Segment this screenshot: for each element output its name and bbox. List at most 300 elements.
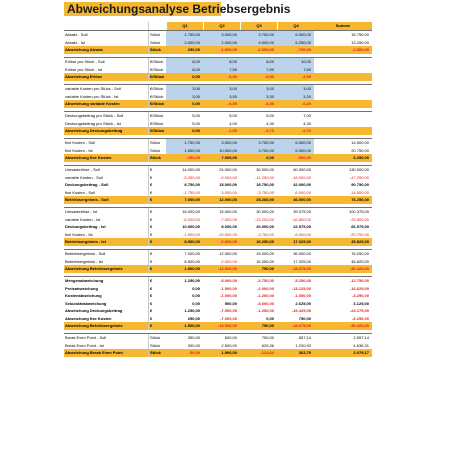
table-row	[64, 265, 372, 273]
cell-unit[interactable]: €/Stück	[148, 58, 166, 66]
cell-sum[interactable]	[314, 66, 372, 74]
cell-q2[interactable]: -10.000,00	[217, 231, 237, 237]
cell-q1[interactable]: 7.000,00	[166, 196, 203, 204]
cell-q2[interactable]: 500,00	[224, 300, 237, 306]
cell-q3[interactable]: -3.750,00	[257, 231, 274, 237]
cell-q1[interactable]: 0,00	[192, 300, 200, 306]
cell-q1[interactable]: -1.750,00	[183, 189, 200, 195]
table-row	[64, 276, 372, 285]
cell-q4[interactable]: 857,14	[298, 335, 311, 340]
cell-q3[interactable]: -13.200,00	[254, 216, 274, 222]
cell-q2[interactable]: 5,00	[229, 113, 237, 118]
cell-label[interactable]: Abweichung fixe Kosten	[65, 315, 112, 321]
cell-label[interactable]: Abweichung Erlöse	[65, 74, 103, 79]
cell-label[interactable]: Betriebsergebnis - Soll	[65, 251, 106, 256]
cell-sum[interactable]	[314, 85, 372, 93]
cell-q1[interactable]: 1.500,00	[166, 265, 203, 273]
cell-q1[interactable]: 0,00	[166, 73, 203, 81]
cell-label[interactable]: variable Kosten - Soll	[65, 174, 103, 180]
cell-q4[interactable]: 17.325,00	[293, 258, 311, 264]
cell-q2[interactable]: 12.000,00	[203, 196, 240, 204]
cell-label[interactable]: fixe Kosten - Soll	[65, 189, 96, 195]
cell-sum[interactable]	[314, 127, 372, 135]
cell-unit[interactable]: €	[148, 231, 166, 239]
cell-label[interactable]: Betriebsergebnis - Ist	[65, 258, 103, 264]
cell-q2[interactable]: 3,00	[203, 85, 240, 93]
cell-q3[interactable]: 5,00	[266, 113, 274, 118]
cell-q3[interactable]: 20.000,00	[256, 224, 274, 229]
cell-q4[interactable]: 22.575,00	[293, 224, 311, 229]
cell-q4[interactable]: 5.250,00	[277, 39, 314, 47]
header-q2[interactable]: Q2	[203, 22, 240, 30]
cell-q2[interactable]: 3.000,00	[203, 139, 240, 147]
cell-q1[interactable]: 5,00	[192, 120, 200, 126]
cell-unit[interactable]: €/Stück	[148, 85, 166, 93]
cell-q4[interactable]: -750,00	[277, 46, 314, 54]
cell-q3[interactable]: 15.000,00	[256, 251, 274, 256]
header-q1[interactable]: Q1	[166, 22, 203, 30]
cell-sum[interactable]: 45.825,00	[351, 239, 369, 244]
cell-sum[interactable]: -33.800,00	[349, 216, 369, 222]
cell-q2[interactable]: 2.000,00	[203, 39, 240, 47]
cell-q1[interactable]: 250,00	[187, 315, 200, 321]
table-row	[64, 30, 372, 39]
cell-unit[interactable]: €	[148, 292, 166, 300]
table-row	[64, 100, 372, 108]
table-row	[64, 231, 372, 239]
cell-q3[interactable]: 3.750,00	[240, 139, 277, 147]
cell-unit[interactable]: Stück	[148, 342, 166, 350]
table-row	[64, 111, 372, 120]
table-row	[64, 216, 372, 224]
cell-q4[interactable]: 2.625,00	[295, 300, 311, 306]
table-row	[64, 120, 372, 128]
cell-q3[interactable]: -0,50	[240, 73, 277, 81]
cell-sum[interactable]: -24.175,00	[349, 308, 369, 313]
table-row	[64, 315, 372, 323]
cell-unit[interactable]: Stück	[148, 147, 166, 155]
cell-label[interactable]: Abweichung Betriebsergebnis	[65, 323, 123, 328]
cell-q3[interactable]: -5.000,00	[257, 300, 274, 306]
cell-unit[interactable]: Stück	[148, 139, 166, 147]
cell-q2[interactable]: -7.000,00	[220, 315, 237, 321]
cell-sum[interactable]: 76.250,00	[351, 251, 369, 256]
cell-sum[interactable]: 2.079,17	[353, 350, 369, 355]
cell-q4[interactable]: -18.675,00	[277, 265, 314, 273]
cell-q3[interactable]: 3.750,00	[240, 31, 277, 39]
cell-unit[interactable]: €	[148, 238, 166, 246]
cell-label[interactable]: Abweichung Break Even Point	[65, 350, 123, 355]
table-row	[64, 138, 372, 147]
cell-q3[interactable]: 30.000,00	[256, 209, 274, 214]
cell-unit[interactable]: €/Stück	[148, 120, 166, 128]
cell-q1[interactable]: 8,00	[166, 58, 203, 66]
cell-q3[interactable]: 0,00	[266, 315, 274, 321]
cell-unit[interactable]: Stück	[148, 39, 166, 47]
cell-unit[interactable]: €	[148, 258, 166, 266]
cell-q3[interactable]: 750,00	[240, 322, 277, 330]
cell-unit[interactable]: €/Stück	[148, 66, 166, 74]
cell-sum[interactable]: 13.250,00	[351, 39, 369, 45]
cell-unit[interactable]: €/Stück	[148, 93, 166, 101]
cell-label[interactable]: variable Kosten pro Stück - Ist	[65, 93, 119, 99]
cell-q1[interactable]: 10.000,00	[182, 224, 200, 229]
cell-unit[interactable]: €	[148, 166, 166, 174]
cell-label[interactable]: Preisabweichung	[65, 285, 98, 291]
cell-q1[interactable]: 250,00	[166, 46, 203, 54]
cell-q3[interactable]: 30.000,00	[256, 167, 274, 172]
cell-q2[interactable]: -2.000,00	[203, 238, 240, 246]
cell-unit[interactable]: Stück	[148, 334, 166, 342]
cell-sum[interactable]: -14.500,00	[349, 189, 369, 195]
cell-q2[interactable]: 24.000,00	[219, 167, 237, 172]
cell-sum[interactable]: 2.557,14	[353, 335, 369, 340]
cell-sum[interactable]: -12.750,00	[349, 278, 369, 283]
cell-q3[interactable]: -0,30	[240, 100, 277, 108]
cell-label[interactable]: Abweichung variable Kosten	[65, 101, 120, 106]
cell-q2[interactable]: 8.000,00	[221, 224, 237, 229]
cell-q4[interactable]: -6.000,00	[294, 231, 311, 237]
cell-q2[interactable]: 10.000,00	[203, 147, 240, 155]
cell-q1[interactable]: -6.000,00	[183, 216, 200, 222]
cell-label[interactable]: Kostenabweichung	[65, 293, 102, 298]
cell-label[interactable]: Mengenabweichung	[65, 278, 104, 283]
cell-q2[interactable]: -1.000,00	[220, 293, 237, 298]
cell-label[interactable]: Abweichung Deckungsbeitrag	[65, 308, 123, 313]
cell-q4[interactable]: 7,50	[277, 66, 314, 74]
cell-q4[interactable]: -500,00	[277, 154, 314, 162]
cell-unit[interactable]: €/Stück	[150, 101, 165, 106]
cell-q4[interactable]: 7,00	[303, 113, 311, 118]
cell-label[interactable]: Absatz - Soll	[65, 32, 88, 37]
cell-label[interactable]: Deckungsbeitrag - Ist	[65, 224, 106, 229]
cell-unit[interactable]: €	[148, 265, 166, 273]
cell-q2[interactable]: 7,50	[203, 66, 240, 74]
cell-unit[interactable]: €	[148, 285, 166, 293]
cell-label[interactable]: variable Kosten pro Stück - Soll	[65, 86, 121, 91]
cell-q3[interactable]: -2.000,00	[240, 46, 277, 54]
cell-q1[interactable]: 8,00	[166, 66, 203, 74]
cell-q2[interactable]: 15.000,00	[219, 209, 237, 214]
cell-unit[interactable]: €	[148, 196, 166, 204]
cell-label[interactable]: Break Even Point - Soll	[65, 335, 107, 340]
table-row	[64, 189, 372, 197]
cell-q2[interactable]: 3,50	[203, 93, 240, 101]
cell-label[interactable]: Sekundärabweichung	[65, 300, 107, 306]
cell-sum[interactable]: -6.250,00	[352, 315, 369, 321]
cell-unit[interactable]: €	[148, 277, 166, 285]
cell-q1[interactable]: 1.250,00	[184, 308, 200, 313]
cell-q4[interactable]: 60.000,00	[293, 167, 311, 172]
table-row	[64, 249, 372, 258]
cell-q4[interactable]: -13.125,00	[291, 285, 311, 291]
cell-q3[interactable]: 16.250,00	[256, 258, 274, 264]
cell-q1[interactable]: 0,00	[192, 293, 200, 298]
cell-q4[interactable]: 39.375,00	[293, 209, 311, 214]
table-row	[64, 165, 372, 174]
cell-q3[interactable]: 3,30	[240, 93, 277, 101]
cell-q4[interactable]: 363,79	[277, 349, 314, 357]
cell-sum[interactable]: 6.250,00	[353, 155, 369, 160]
cell-sum[interactable]	[314, 100, 372, 108]
cell-q3[interactable]: -1.250,00	[257, 308, 274, 313]
cell-q1[interactable]: 3,00	[166, 85, 203, 93]
cell-q1[interactable]: 7.000,00	[184, 251, 200, 256]
cell-label[interactable]: Erlöse pro Stück - Soll	[65, 59, 105, 64]
cell-q2[interactable]: 1.900,00	[203, 349, 240, 357]
cell-sum[interactable]	[314, 93, 372, 101]
cell-q4[interactable]: 6.000,00	[277, 31, 314, 39]
cell-q2[interactable]: 600,00	[224, 335, 237, 340]
cell-q2[interactable]: 8,00	[203, 58, 240, 66]
cell-unit[interactable]: €	[148, 208, 166, 216]
cell-sum[interactable]	[314, 58, 372, 66]
cell-label[interactable]: Erlöse pro Stück - Ist	[65, 66, 103, 72]
cell-q1[interactable]: 8.750,00	[184, 182, 200, 187]
cell-sum[interactable]: -30.425,00	[349, 323, 369, 328]
table-row	[64, 207, 372, 216]
cell-unit[interactable]: €	[148, 216, 166, 224]
cell-q1[interactable]: -5.250,00	[183, 174, 200, 180]
cell-q1[interactable]: 0,00	[192, 285, 200, 291]
cell-sum[interactable]: -2.500,00	[352, 47, 369, 52]
cell-sum[interactable]: -47.250,00	[349, 174, 369, 180]
cell-q2[interactable]: -0,50	[203, 100, 240, 108]
cell-q1[interactable]: -1.500,00	[183, 231, 200, 237]
cell-sum[interactable]: 90.750,00	[351, 182, 369, 187]
cell-sum[interactable]: 4.636,31	[353, 342, 369, 348]
cell-q2[interactable]: -2.000,00	[220, 258, 237, 264]
cell-unit[interactable]: €	[148, 250, 166, 258]
table-header-row	[64, 22, 372, 30]
cell-q4[interactable]: 36.000,00	[293, 251, 311, 256]
cell-q4[interactable]: -18.675,00	[277, 322, 314, 330]
cell-q1[interactable]: 8.500,00	[184, 258, 200, 264]
table-row	[64, 84, 372, 93]
cell-q2[interactable]: 7.000,00	[203, 154, 240, 162]
cell-q4[interactable]: -2,70	[277, 127, 314, 135]
cell-q3[interactable]: -124,64	[240, 349, 277, 357]
cell-unit[interactable]: €	[148, 307, 166, 315]
cell-q3[interactable]: -1.200,00	[257, 293, 274, 298]
cell-q1[interactable]: -50,00	[166, 349, 203, 357]
cell-sum[interactable]	[314, 73, 372, 81]
cell-q3[interactable]: 4,30	[266, 120, 274, 126]
cell-unit[interactable]: €	[148, 322, 166, 330]
cell-label[interactable]: fixe Kosten - Soll	[65, 140, 96, 145]
cell-q4[interactable]: -18.000,00	[291, 174, 311, 180]
cell-q2[interactable]: 15.000,00	[219, 182, 237, 187]
cell-q3[interactable]: -3.750,00	[257, 278, 274, 283]
table-row	[64, 154, 372, 162]
table-row	[64, 39, 372, 47]
cell-sum[interactable]: -20.750,00	[349, 231, 369, 237]
cell-q4[interactable]: 17.325,00	[277, 238, 314, 246]
cell-q4[interactable]: 3,00	[277, 85, 314, 93]
table-row	[64, 292, 372, 300]
cell-label[interactable]: Umsatzerlöse - Soll	[65, 167, 100, 172]
cell-q4[interactable]: 4,30	[303, 120, 311, 126]
cell-q3[interactable]: 25.260,00	[240, 196, 277, 204]
cell-q1[interactable]: 350,00	[187, 335, 200, 340]
cell-q2[interactable]: -0,50	[203, 73, 240, 81]
cell-label[interactable]: Abweichung Absatz	[65, 47, 103, 52]
cell-sum[interactable]: 14.500,00	[351, 140, 369, 145]
cell-q3[interactable]: -11.250,00	[255, 174, 274, 180]
cell-label[interactable]: Abweichung Betriebsergebnis	[65, 266, 123, 271]
cell-q3[interactable]: -2.000,00	[257, 285, 274, 291]
cell-label[interactable]: Deckungsbeitrag pro Stück - Ist	[65, 120, 121, 126]
cell-sum[interactable]: 76.250,00	[351, 197, 369, 202]
cell-q1[interactable]: 16.000,00	[182, 209, 200, 214]
spreadsheet-table	[64, 22, 372, 357]
cell-q1[interactable]: 5,00	[192, 113, 200, 118]
cell-q1[interactable]: 8.500,00	[166, 238, 203, 246]
cell-q1[interactable]: 1.750,00	[166, 139, 203, 147]
cell-sum[interactable]: 45.825,00	[351, 258, 369, 264]
cell-q1[interactable]: 3,00	[166, 93, 203, 101]
table-row	[64, 307, 372, 315]
cell-label[interactable]: Deckungsbeitrag - Soll	[65, 182, 109, 187]
cell-q1[interactable]: 1.500,00	[166, 322, 203, 330]
cell-label[interactable]: Betriebsergebnis - Soll	[65, 197, 109, 202]
cell-q4[interactable]: -16.800,00	[291, 216, 311, 222]
cell-q3[interactable]: 18.750,00	[256, 182, 274, 187]
cell-sum[interactable]: -3.250,00	[352, 293, 369, 298]
cell-q4[interactable]: -2,50	[277, 73, 314, 81]
cell-sum[interactable]: 100.375,00	[348, 209, 369, 214]
cell-q4[interactable]: 1.220,93	[295, 342, 311, 348]
cell-q3[interactable]: 750,00	[261, 335, 274, 340]
cell-unit[interactable]: €	[148, 223, 166, 231]
table-row	[64, 349, 372, 357]
cell-q2[interactable]: -14.000,00	[203, 265, 240, 273]
cell-label[interactable]: Betriebsergebnis - Ist	[65, 239, 106, 244]
cell-q3[interactable]: 3,00	[240, 85, 277, 93]
header-q4[interactable]: Q4	[277, 22, 314, 30]
cell-q2[interactable]: -5.000,00	[220, 278, 237, 283]
cell-label[interactable]: fixe Kosten - Ist	[65, 231, 93, 237]
cell-label[interactable]: Abweichung fixe Kosten	[65, 155, 112, 160]
cell-q2[interactable]: 3.000,00	[203, 31, 240, 39]
cell-q3[interactable]: 625,36	[261, 342, 274, 348]
cell-unit[interactable]: Stück	[148, 31, 166, 39]
cell-label[interactable]: Umsatzerlöse - Ist	[65, 209, 98, 214]
cell-q2[interactable]: -9.000,00	[220, 174, 237, 180]
cell-q3[interactable]: 0,00	[240, 154, 277, 162]
cell-label[interactable]: Break Even Point - Ist	[65, 342, 104, 348]
header-sum[interactable]: Summe	[314, 22, 372, 30]
cell-unit[interactable]: €	[148, 174, 166, 182]
cell-sum[interactable]: -30.425,00	[349, 266, 369, 271]
cell-q1[interactable]: 2.000,00	[166, 39, 203, 47]
cell-q2[interactable]: -1.500,00	[220, 285, 237, 291]
cell-q4[interactable]: 6.000,00	[277, 139, 314, 147]
cell-q3[interactable]: 750,00	[240, 265, 277, 273]
cell-q3[interactable]: 4.000,00	[240, 39, 277, 47]
cell-q2[interactable]: -14.000,00	[203, 322, 240, 330]
cell-q3[interactable]: 16.250,00	[240, 238, 277, 246]
cell-q1[interactable]: 1.750,00	[166, 31, 203, 39]
table-row	[64, 127, 372, 135]
cell-q1[interactable]: 14.000,00	[182, 167, 200, 172]
cell-unit[interactable]: €	[148, 181, 166, 189]
cell-unit[interactable]: €	[148, 189, 166, 197]
cell-unit[interactable]: €/Stück	[150, 74, 165, 79]
cell-q4[interactable]: 36.000,00	[277, 196, 314, 204]
cell-q2[interactable]: 2.500,00	[221, 342, 237, 348]
cell-q4[interactable]: 6.000,00	[277, 147, 314, 155]
table-row	[64, 342, 372, 350]
cell-q2[interactable]: -1.000,00	[203, 46, 240, 54]
header-q3[interactable]: Q3	[240, 22, 277, 30]
header-label-blank	[64, 22, 148, 30]
cell-q4[interactable]: -5.250,00	[294, 278, 311, 283]
cell-q1[interactable]: 1.500,00	[166, 147, 203, 155]
cell-q2[interactable]: -1,00	[203, 127, 240, 135]
cell-q1[interactable]: -250,00	[166, 154, 203, 162]
table-row	[64, 238, 372, 246]
cell-unit[interactable]: Stück	[148, 154, 166, 162]
cell-unit[interactable]: Stück	[148, 349, 166, 357]
cell-q4[interactable]: -19.425,00	[291, 308, 311, 313]
cell-q3[interactable]: 7,50	[240, 66, 277, 74]
cell-q1[interactable]: 300,00	[187, 342, 200, 348]
cell-q4[interactable]: 3,20	[277, 93, 314, 101]
cell-label[interactable]: Absatz - Ist	[65, 39, 86, 45]
cell-unit[interactable]: €	[148, 315, 166, 323]
cell-q4[interactable]: -6.000,00	[294, 189, 311, 195]
cell-sum[interactable]: 20.750,00	[351, 147, 369, 153]
cell-label[interactable]: variable Kosten - Ist	[65, 216, 101, 222]
cell-sum[interactable]: -16.625,00	[349, 285, 369, 291]
cell-q2[interactable]: 12.000,00	[219, 251, 237, 256]
cell-unit[interactable]: Stück	[148, 46, 166, 54]
cell-unit[interactable]: €/Stück	[148, 112, 166, 120]
cell-q4[interactable]: -1.050,00	[294, 293, 311, 298]
cell-q3[interactable]: -0,70	[240, 127, 277, 135]
cell-sum[interactable]: 66.575,00	[351, 224, 369, 229]
cell-q1[interactable]: 0,00	[166, 127, 203, 135]
cell-q4[interactable]: -0,20	[277, 100, 314, 108]
cell-sum[interactable]: 15.750,00	[351, 32, 369, 37]
cell-unit[interactable]: €/Stück	[150, 128, 165, 133]
cell-sum[interactable]: 130.000,00	[348, 167, 369, 172]
cell-q2[interactable]: -7.000,00	[220, 308, 237, 313]
cell-q3[interactable]: 8,00	[240, 58, 277, 66]
cell-sum[interactable]	[314, 112, 372, 120]
cell-q3[interactable]: -3.750,00	[257, 189, 274, 195]
cell-label[interactable]: fixe Kosten - Ist	[65, 147, 93, 153]
cell-unit[interactable]: €	[148, 300, 166, 308]
cell-q2[interactable]: -3.000,00	[220, 189, 237, 195]
cell-q3[interactable]: 3.750,00	[240, 147, 277, 155]
cell-q1[interactable]: 0,00	[166, 100, 203, 108]
table-row	[64, 300, 372, 308]
cell-q4[interactable]: 750,00	[298, 315, 311, 321]
cell-q4[interactable]: 10,00	[277, 58, 314, 66]
table-row	[64, 333, 372, 342]
cell-sum[interactable]	[314, 120, 372, 128]
cell-q4[interactable]: 42.000,00	[293, 182, 311, 187]
cell-label[interactable]: Deckungsbeitrag pro Stück - Soll	[65, 113, 124, 118]
cell-q1[interactable]: 1.250,00	[184, 278, 200, 283]
table-row	[64, 93, 372, 101]
cell-q2[interactable]: 4,00	[229, 120, 237, 126]
cell-q2[interactable]: -7.000,00	[220, 216, 237, 222]
cell-sum[interactable]: 3.125,00	[353, 300, 369, 306]
cell-label[interactable]: Abweichung Deckungsbeitrag	[65, 128, 123, 133]
